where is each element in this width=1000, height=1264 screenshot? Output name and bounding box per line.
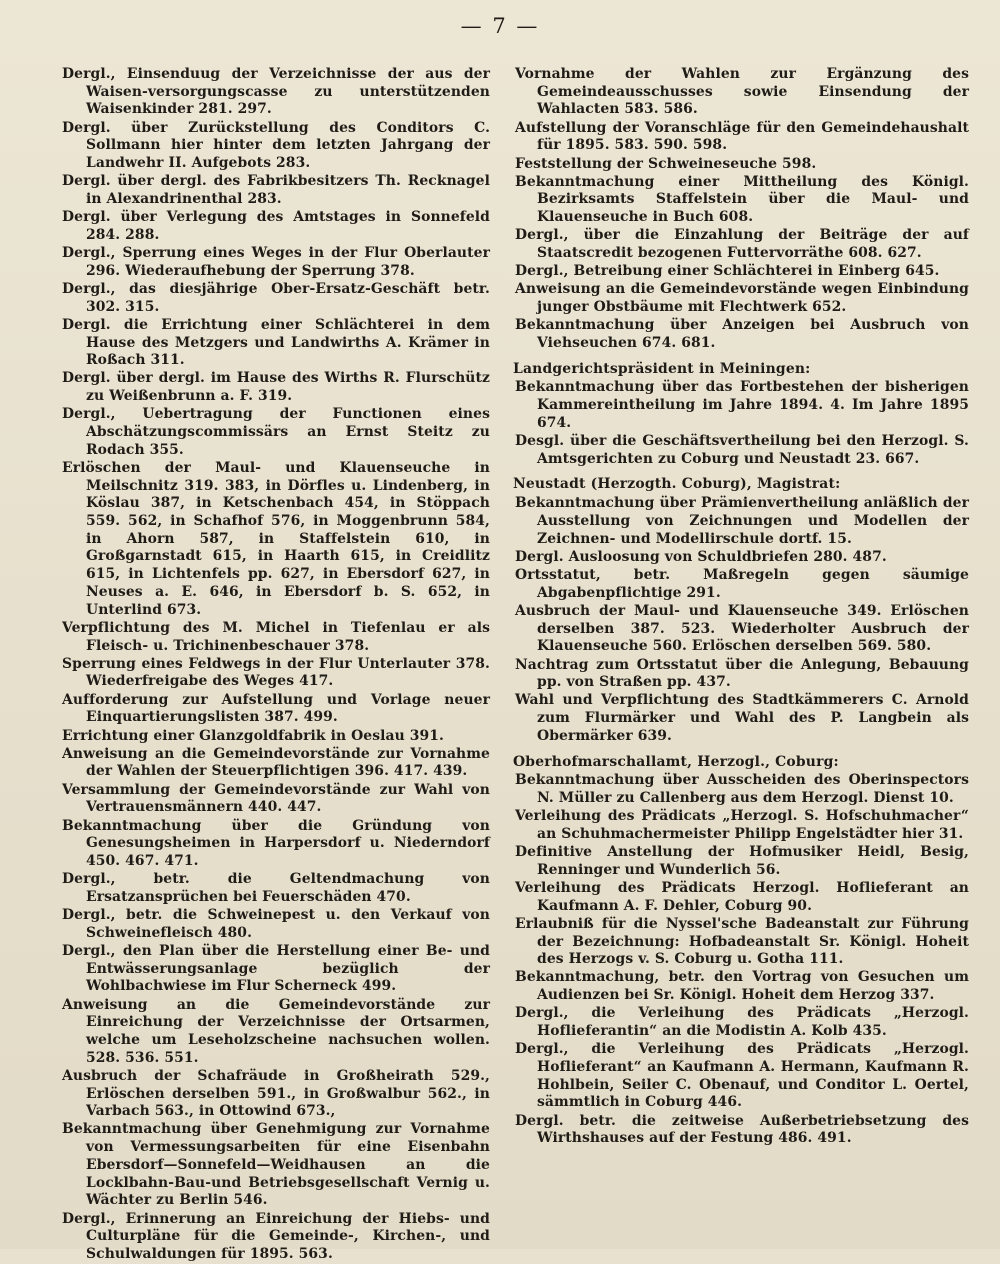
index-entry: Bekanntmachung einer Mittheilung des Königl. Bezirksamts Staffelstein über die Maul- und Klauenseuche in Buch 608. [515,173,969,226]
index-entry: Dergl., Einsenduug der Verzeichnisse der aus der Waisen-versorgungscasse zu unterstützenden Waisenkinder 281. 297. [62,66,490,118]
index-entry: Bekanntmachung über Ausscheiden des Oberinspectors N. Müller zu Callenberg aus dem Herzogl. Dienst 10. [515,772,969,806]
index-entry: Dergl., die Verleihung des Prädicats „Herzogl. Hoflieferantin“ an die Modistin A. Kolb 435. [515,1005,969,1040]
index-entry: Ausbruch der Schafräude in Großheirath 529., Erlöschen derselben 591., in Großwalbur 562., in Varbach 563., in Ottowind 673., [62,1067,490,1120]
index-entry: Aufstellung der Voranschläge für den Gemeindehaushalt für 1895. 583. 590. 598. [515,119,969,154]
index-entry: Bekanntmachung über Genehmigung zur Vornahme von Vermessungsarbeiten für eine Eisenbahn Ebersdorf—Sonnefeld—Weidhausen an die Locklbahn-Bau-und Betriebsgesellschaft Vernig u. Wächter zu Berlin 546. [62,1121,490,1209]
index-entry: Ausbruch der Maul- und Klauenseuche 349. Erlöschen derselben 387. 523. Wiederholter Ausbruch der Klauenseuche 560. Erlöschen derselben 569. 580. [515,602,969,655]
index-entry: Dergl., Uebertragung der Functionen eines Abschätzungscommissärs an Ernst Steitz zu Rodach 355. [62,406,490,458]
section-heading: Oberhofmarschallamt, Herzogl., Coburg: [513,753,839,770]
index-entry: Desgl. über die Geschäftsvertheilung bei den Herzogl. S. Amtsgerichten zu Coburg und Neustadt 23. 667. [515,433,969,467]
index-entry: Anweisung an die Gemeindevorstände wegen Einbindung junger Obstbäume mit Flechtwerk 652. [515,281,969,316]
index-entry: Feststellung der Schweineseuche 598. [515,155,817,172]
index-entry: Wahl und Verpflichtung des Stadtkämmerers C. Arnold zum Flurmärker und Wahl des P. Langbein als Obermärker 639. [515,692,969,744]
left-column [62,66,490,1264]
index-entry: Dergl. betr. die zeitweise Außerbetriebsetzung des Wirthshauses auf der Festung 486. 491. [515,1112,969,1147]
index-entry: Aufforderung zur Aufstellung und Vorlage neuer Einquartierungslisten 387. 499. [62,691,490,726]
index-entry: Bekanntmachung über Prämienvertheilung anläßlich der Ausstellung von Zeichnungen und Modellen der Zeichnen- und Modellirschule dortf. 15. [515,495,969,547]
index-entry: Verleihung des Prädicats „Herzogl. S. Hofschuhmacher“ an Schuhmachermeister Philipp Engelstädter hier 31. [515,808,969,842]
index-entry: Bekanntmachung, betr. den Vortrag von Gesuchen um Audienzen bei Sr. Königl. Hoheit dem Herzog 337. [515,969,969,1004]
index-entry: Sperrung eines Feldwegs in der Flur Unterlauter 378. Wiederfreigabe des Weges 417. [62,655,490,690]
index-entry: Dergl. über Zurückstellung des Conditors C. Sollmann hier hinter dem letzten Jahrgang der Landwehr II. Aufgebots 283. [62,119,490,172]
index-entry: Bekanntmachung über das Fortbestehen der bisherigen Kammereintheilung im Jahre 1894. 4. Im Jahre 1895 674. [515,379,969,431]
index-entry: Ortsstatut, betr. Maßregeln gegen säumige Abgabenpflichtige 291. [515,566,969,601]
index-entry: Bekanntmachung über die Gründung von Genesungsheimen in Harpersdorf u. Niederndorf 450. 467. 471. [62,817,490,869]
index-entry: Erlöschen der Maul- und Klauenseuche in Meilschnitz 319. 383, in Dörfles u. Lindenberg, in Köslau 387, in Ketschenbach 454, in Stöppach 559. 562, in Schafhof 576, in Moggenbrunn 584, in Ahorn 587, in Staffelstein 610, in Großgarnstadt 615, in Haarth 615, in Creidlitz 615, in Lichtenfels pp. 627, in Ebersdorf 627, in Neuses a. E. 646, in Ebersdorf b. S. 652, in Unterlind 673. [62,459,490,618]
index-entry: Dergl., die Verleihung des Prädicats „Herzogl. Hoflieferant“ an Kaufmann A. Hermann, Kaufmann R. Hohlbein, Seiler C. Obenauf, und Conditor L. Oertel, sämmtlich in Coburg 446. [515,1041,969,1111]
index-entry: Bekanntmachung über Anzeigen bei Ausbruch von Viehseuchen 674. 681. [515,317,969,352]
section-heading: Landgerichtspräsident in Meiningen: [513,360,811,377]
index-entry: Dergl. die Errichtung einer Schlächterei in dem Hause des Metzgers und Landwirths A. Krämer in Roßach 311. [62,316,490,369]
index-entry: Dergl., betr. die Geltendmachung von Ersatzansprüchen bei Feuerschäden 470. [62,871,490,905]
index-entry: Verleihung des Prädicats Herzogl. Hoflieferant an Kaufmann A. F. Dehler, Coburg 90. [515,879,969,914]
index-entry: Dergl., über die Einzahlung der Beiträge der auf Staatscredit bezogenen Futtervorräthe 608. 627. [515,227,969,262]
page-number: — 7 — [460,14,540,38]
index-entry: Versammlung der Gemeindevorstände zur Wahl von Vertrauensmännern 440. 447. [62,781,490,816]
index-entry: Definitive Anstellung der Hofmusiker Heidl, Besig, Renninger und Wunderlich 56. [515,844,969,878]
index-entry: Erlaubniß für die Nyssel'sche Badeanstalt zur Führung der Bezeichnung: Hofbadeanstalt Sr. Königl. Hoheit des Herzogs v. S. Coburg u. Gotha 111. [515,915,969,968]
index-entry: Errichtung einer Glanzgoldfabrik in Oeslau 391. [62,727,444,744]
index-entry: Dergl. über Verlegung des Amtstages in Sonnefeld 284. 288. [62,209,490,243]
index-entry: Verpflichtung des M. Michel in Tiefenlau er als Fleisch- u. Trichinenbeschauer 378. [62,619,490,654]
index-entry: Dergl., den Plan über die Herstellung einer Be- und Entwässerungsanlage bezüglich der Wohlbachwiese im Flur Scherneck 499. [62,942,490,995]
index-entry: Dergl. Ausloosung von Schuldbriefen 280. 487. [515,548,887,565]
index-entry: Anweisung an die Gemeindevorstände zur Vornahme der Wahlen der Steuerpflichtigen 396. 417. 439. [62,745,490,780]
index-entry: Dergl. über dergl. des Fabrikbesitzers Th. Recknagel in Alexandrinenthal 283. [62,173,490,207]
index-entry: Dergl., Sperrung eines Weges in der Flur Oberlauter 296. Wiederaufhebung der Sperrung 378. [62,245,490,279]
right-column [515,66,969,1148]
index-entry: Dergl., Erinnerung an Einreichung der Hiebs- und Culturpläne für die Gemeinde-, Kirchen-, und Schulwaldungen für 1895. 563. [62,1210,490,1262]
section-heading: Neustadt (Herzogth. Coburg), Magistrat: [513,476,841,493]
index-entry: Nachtrag zum Ortsstatut über die Anlegung, Bebauung pp. von Straßen pp. 437. [515,656,969,691]
index-entry: Dergl. über dergl. im Hause des Wirths R. Flurschütz zu Weißenbrunn a. F. 319. [62,370,490,405]
index-entry-continuation: Vornahme der Wahlen zur Ergänzung des Gemeindeausschusses sowie Einsendung der Wahlacten 583. 586. [515,66,969,118]
index-entry: Dergl., Betreibung einer Schlächterei in Einberg 645. [515,263,940,280]
index-entry: Dergl., betr. die Schweinepest u. den Verkauf von Schweinefleisch 480. [62,907,490,941]
index-entry: Anweisung an die Gemeindevorstände zur Einreichung der Verzeichnisse der Ortsarmen, welche um Leseholzscheine nachsuchen wollen. 528. 536. 551. [62,996,490,1066]
index-entry: Dergl., das diesjährige Ober-Ersatz-Geschäft betr. 302. 315. [62,280,490,315]
